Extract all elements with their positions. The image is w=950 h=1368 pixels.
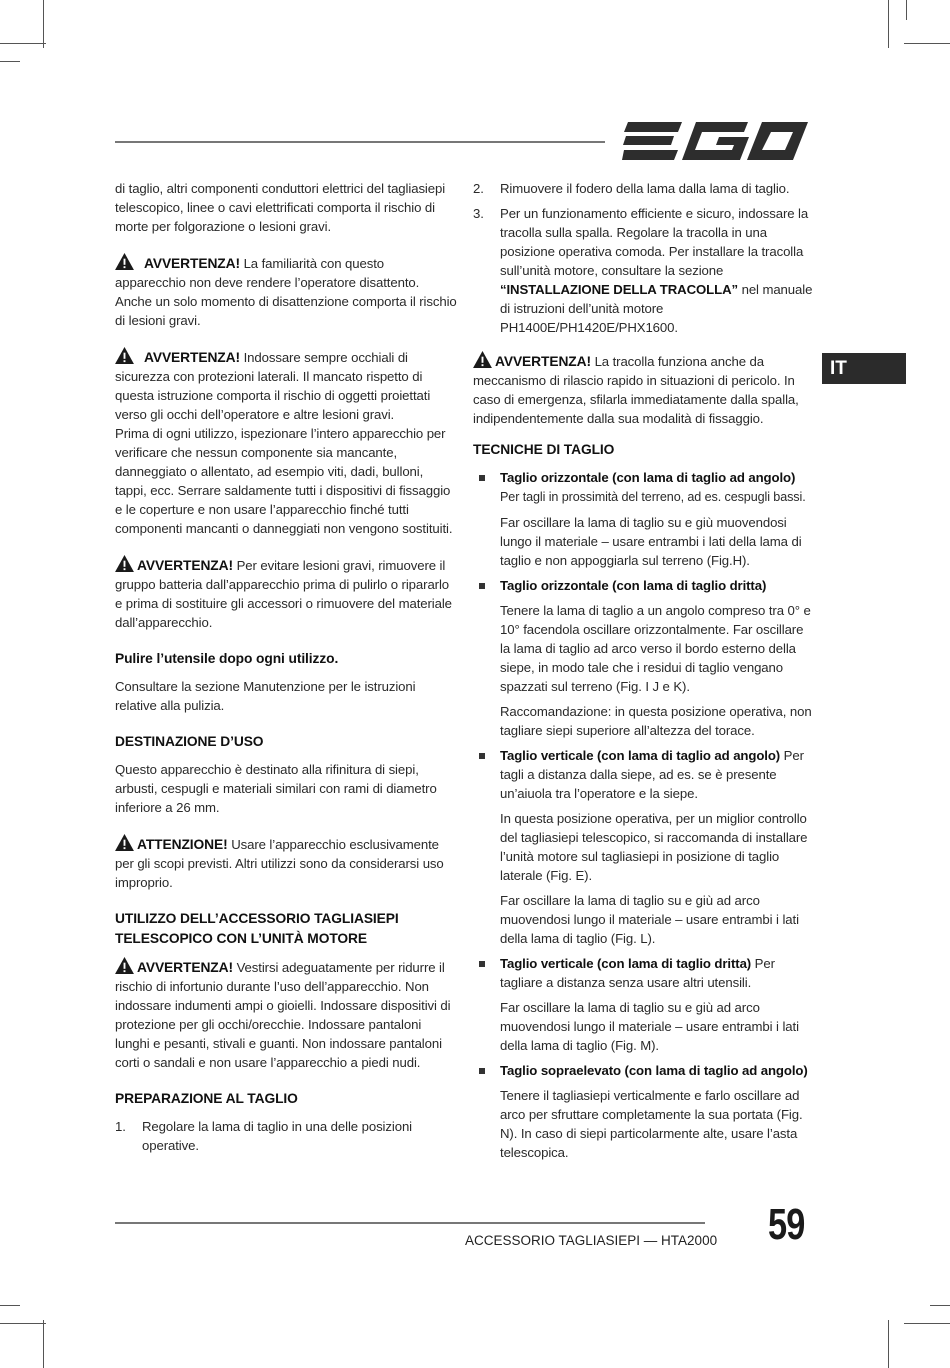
language-tab: IT [822,353,906,384]
intended-use-heading: DESTINAZIONE D’USO [115,734,264,749]
left-column [115,179,457,1172]
list-item: Taglio verticale (con lama di taglio dritta) Per tagliare a distanza senza usare altri utensili. Far oscillare la lama di taglio su e giù ad arco muovendosi lungo il materiale – usare entrambi i lati della lama di taglio (Fig. M). [473,954,813,1055]
preparation-steps-continued [473,179,813,337]
intro-paragraph: di taglio, altri componenti conduttori elettrici del tagliasiepi telescopico, linee o cavi elettrificati comporta il rischio di morte per folgorazione o lesioni gravi. [115,181,446,234]
ego-logo [622,120,810,162]
warning-icon [115,347,134,364]
crop-mark [0,61,20,62]
preparation-heading: PREPARAZIONE AL TAGLIO [115,1091,298,1106]
crop-mark [904,43,950,44]
list-item: Taglio orizzontale (con lama di taglio ad angolo) Per tagli in prossimità del terreno, ad es. cespugli bassi. Far oscillare la lama di taglio su e giù muovendosi lungo il materiale – usare entrambi i lati della lama di taglio e non appoggiarla sul terreno (Fig.H). [473,468,813,570]
header-rule [115,141,605,143]
crop-mark [930,1305,950,1306]
warning-label: AVVERTENZA! [495,354,591,369]
warning-familiarity [115,253,457,330]
preparation-steps [115,1117,457,1155]
warning-text: Per evitare lesioni gravi, rimuovere il gruppo batteria dall’apparecchio prima di pulirlo o ripararlo e prima di sostituire gli accessori o rimuovere del materiale dall’apparecchio. [115,558,452,630]
attention-notice [115,834,457,892]
bullet-icon [479,753,485,759]
crop-mark [906,0,907,20]
footer-rule [115,1222,705,1224]
bullet-icon [479,961,485,967]
warning-label: AVVERTENZA! [144,350,240,365]
warning-icon [473,351,492,368]
warning-icon [115,555,134,572]
warning-label: AVVERTENZA! [137,558,233,573]
clean-heading: Pulire l’utensile dopo ogni utilizzo. [115,651,339,666]
crop-mark [0,1323,46,1324]
warning-text: Vestirsi adeguatamente per ridurre il rischio di infortunio durante l’uso dell’apparecchio. Non indossare indumenti ampi o gioielli. Indossare dispositivi di protezione per gli occhi/orecchie. Indossare pantaloni lunghi e pesanti, stivali e guanti. Non indossare pantaloni corti o sandali e non usare l’apparecchio a piedi nudi. [115,960,451,1070]
crop-mark [888,0,889,48]
crop-mark [43,0,44,48]
warning-icon [115,253,134,270]
attention-label: ATTENZIONE! [137,837,228,852]
crop-mark [43,1320,44,1368]
list-item: Taglio orizzontale (con lama di taglio dritta) Tenere la lama di taglio a un angolo compreso tra 0° e 10° facendola oscillare orizzontalmente. Far oscillare la lama di taglio ad arco verso il bordo esterno della siepe, in modo tale che i residui di taglio vengano spazzati sul terreno (Fig. I J e K). Raccomandazione: in questa posizione operativa, non tagliare siepi superiore all’altezza del torace. [473,576,813,740]
list-item: Taglio verticale (con lama di taglio ad angolo) Per tagli a distanza dalla siepe, ad es. se è presente un’aiuola tra l’operatore e la siepe. In questa posizione operativa, per un miglior controllo del tagliasiepi telescopico, si raccomanda di installare l’unità motore sul tagliasiepi in posizione di taglio laterale (Fig. E). Far oscillare la lama di taglio su e giù ad arco muovendosi lungo il materiale – usare entrambi i lati della lama di taglio (Fig. L). [473,746,813,948]
bullet-icon [479,1068,485,1074]
list-item: 3. Per un funzionamento efficiente e sicuro, indossare la tracolla sulla spalla. Regolare la tracolla in una posizione operativa comoda. Per installare la tracolla sull’unità motore, consultare la sezione “INSTALLAZIONE DELLA TRACOLLA” nel manuale di istruzioni dell’unità motore PH1400E/PH1420E/PHX1600. [473,206,813,335]
usage-heading: UTILIZZO DELL’ACCESSORIO TAGLIASIEPI TELESCOPICO CON L’UNITÀ MOTORE [115,911,399,946]
warning-icon [115,957,134,974]
warning-safety-glasses [115,347,457,424]
list-item: Taglio sopraelevato (con lama di taglio ad angolo) Tenere il tagliasiepi verticalmente e farlo oscillare ad arco per sfruttare completamente la sua portata (Fig. N). In caso di siepi particolarmente alte, usare l’asta telescopica. [473,1061,813,1162]
warning-shoulder-strap [473,351,813,428]
crop-mark [904,1323,950,1324]
crop-mark [0,1305,20,1306]
warning-label: AVVERTENZA! [144,256,240,271]
list-item: 2. Rimuovere il fodero della lama dalla lama di taglio. [473,181,790,196]
warning-text: La tracolla funziona anche da meccanismo di rilascio rapido in situazioni di pericolo. In caso di emergenza, sfilarla immediatamente dalla spalla, indipendentemente dalla sua modalità di fissaggio. [473,354,799,426]
attention-text: Usare l’apparecchio esclusivamente per gli scopi previsti. Altri utilizzi sono da considerarsi uso improprio. [115,837,444,890]
warning-battery [115,555,457,632]
crop-mark [0,43,46,44]
intended-use-paragraph: Questo apparecchio è destinato alla rifinitura di siepi, arbusti, cespugli e materiali similari con rami di diametro inferiore a 26 mm. [115,762,437,815]
warning-text: La familiarità con questo apparecchio non deve rendere l’operatore disattento. Anche un solo momento di disattenzione comporta il rischio di lesioni gravi. [115,256,457,328]
warning-label: AVVERTENZA! [137,960,233,975]
cutting-techniques-heading: TECNICHE DI TAGLIO [473,442,615,457]
warning-icon [115,834,134,851]
warning-clothing [115,957,457,1072]
footer-title: ACCESSORIO TAGLIASIEPI — HTA2000 [465,1233,718,1248]
clean-paragraph: Consultare la sezione Manutenzione per le istruzioni relative alla pulizia. [115,679,416,713]
list-item: 1. Regolare la lama di taglio in una delle posizioni operative. [115,1119,413,1153]
warning-text: Indossare sempre occhiali di sicurezza con protezioni laterali. Il mancato rispetto di questa istruzione comporta il rischio di oggetti proiettati verso gli occhi dell’operatore e altre lesioni gravi. [115,350,431,422]
bullet-icon [479,475,485,481]
right-column [473,179,813,1168]
bullet-icon [479,583,485,589]
cutting-techniques-list [473,468,813,1162]
crop-mark [888,1320,889,1368]
page-number: 59 [768,1200,805,1249]
inspection-paragraph: Prima di ogni utilizzo, ispezionare l’intero apparecchio per verificare che nessun componente sia mancante, danneggiato o allentato, ad esempio viti, dadi, bulloni, tappi, ecc. Serrare saldamente tutti i dispositivi di fissaggio e le coperture e non usare l’apparecchio finché tutti componenti mancanti o danneggiati non vengono sostituiti. [115,426,453,536]
